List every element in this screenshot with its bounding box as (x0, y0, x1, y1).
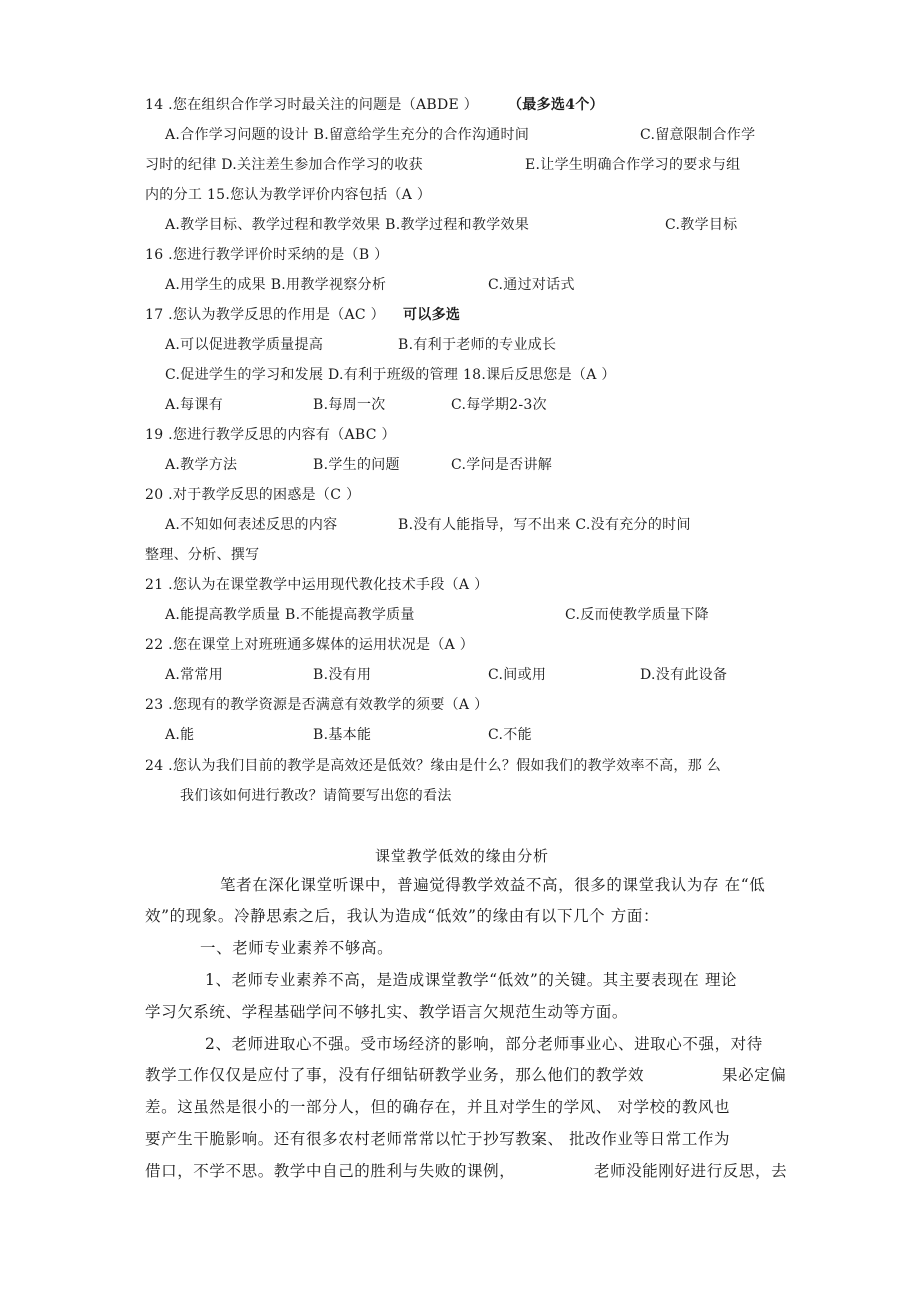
q15-line-seg-1: 内的分工 15.您认为教学评价内容包括（A ） (145, 187, 432, 203)
q23-options-seg-2: B.基本能 (313, 727, 372, 743)
para-1-line-2-seg-1: 效”的现象。冷静思索之后，我认为造成“低效”的缘由有以下几个 方面： (145, 907, 660, 925)
para-3-line-5-seg-1: 借口，不学不思。教学中自己的胜利与失败的课例， (145, 1162, 516, 1180)
q18-options-seg-3: C.每学期2-3次 (451, 397, 547, 413)
para-3-line-4-seg-1: 要产生干脆影响。还有很多农村老师常常以忙于抄写教案、 批改作业等日常工作为 (145, 1130, 731, 1148)
q22-options-seg-1: A.常常用 (165, 667, 224, 683)
q20-options-1-seg-1: A.不知如何表述反思的内容 (165, 517, 338, 533)
section-1-heading-seg-1: 一、老师专业素养不够高。 (200, 939, 394, 957)
q22-options-seg-3: C.间或用 (488, 667, 547, 683)
para-2-line-1-seg-1: 1、老师专业素养不高，是造成课堂教学“低效”的关键。其主要表现在 理论 (205, 971, 738, 989)
q21-line-seg-1: 21 .您认为在课堂教学中运用现代教化技术手段（A ） (145, 577, 489, 593)
q23-options-seg-1: A.能 (165, 727, 195, 743)
q14-line-seg-2: （最多选4个） (508, 97, 604, 113)
q24-line-1-seg-1: 24 .您认为我们目前的教学是高效还是低效？缘由是什么？假如我们的教学效率不高，那 么 (145, 758, 722, 774)
q14-options-2-seg-1: 习时的纪律 D.关注差生参加合作学习的收获 (145, 157, 423, 173)
q20-options-2-seg-1: 整理、分析、撰写 (145, 547, 260, 563)
q14-options-1-seg-1: A.合作学习问题的设计 B.留意给学生充分的合作沟通时间 (165, 127, 530, 143)
q17-line-seg-1: 17 .您认为教学反思的作用是（AC ） (145, 307, 385, 323)
q24-line-2-seg-1: 我们该如何进行教改？请简要写出您的看法 (180, 788, 452, 804)
q23-options-seg-3: C.不能 (488, 727, 532, 743)
q17-options-1-seg-1: A.可以促进教学质量提高 (165, 337, 324, 353)
q14-options-2-seg-2: E.让学生明确合作学习的要求与组 (525, 157, 741, 173)
q20-options-1-seg-2: B.没有人能指导，写不出来 C.没有充分的时间 (398, 517, 691, 533)
q17-options-1-seg-2: B.有利于老师的专业成长 (398, 337, 557, 353)
q20-line-seg-1: 20 .对于教学反思的困惑是（C ） (145, 487, 361, 503)
q18-options-seg-1: A.每课有 (165, 397, 224, 413)
q16-line-seg-1: 16 .您进行教学评价时采纳的是（B ） (145, 247, 389, 263)
q22-options-seg-4: D.没有此设备 (640, 667, 728, 683)
q14-options-1-seg-2: C.留意限制合作学 (640, 127, 756, 143)
para-1-line-1-seg-1: 笔者在深化课堂听课中，普遍觉得教学效益不高，很多的课堂我认为存 在“低 (220, 876, 766, 894)
para-3-line-2-seg-2: 果必定偏 (722, 1066, 787, 1084)
para-3-line-5-seg-2: 老师没能刚好进行反思，去 (594, 1162, 788, 1180)
para-2-line-2-seg-1: 学习欠系统、学程基础学问不够扎实、教学语言欠规范生动等方面。 (145, 1003, 629, 1021)
para-3-line-2-seg-1: 教学工作仅仅是应付了事，没有仔细钻研教学业务，那么他们的教学效 (145, 1066, 645, 1084)
q22-line-seg-1: 22 .您在课堂上对班班通多媒体的运用状况是（A ） (145, 637, 475, 653)
q21-options-seg-1: A.能提高教学质量 B.不能提高教学质量 (165, 607, 415, 623)
q22-options-seg-2: B.没有用 (313, 667, 372, 683)
essay-title: 课堂教学低效的缘由分析 (375, 847, 549, 865)
q21-options-seg-2: C.反而使教学质量下降 (565, 607, 709, 623)
q19-options-seg-3: C.学问是否讲解 (451, 457, 553, 473)
para-3-line-1-seg-1: 2、老师进取心不强。受市场经济的影响，部分老师事业心、进取心不强，对待 (205, 1035, 763, 1053)
q18-options-seg-2: B.每周一次 (313, 397, 386, 413)
q15-options-seg-2: C.教学目标 (665, 217, 738, 233)
q19-options-seg-2: B.学生的问题 (313, 457, 400, 473)
q17-line-seg-2: 可以多选 (403, 307, 461, 323)
para-3-line-3-seg-1: 差。这虽然是很小的一部分人，但的确存在，并且对学生的学风、 对学校的教风也 (145, 1098, 731, 1116)
q23-line-seg-1: 23 .您现有的教学资源是否满意有效教学的须要（A ） (145, 697, 489, 713)
q16-options-seg-1: A.用学生的成果 B.用教学视察分析 (165, 277, 387, 293)
q19-options-seg-1: A.教学方法 (165, 457, 238, 473)
q19-line-seg-1: 19 .您进行教学反思的内容有（ABC ） (145, 427, 396, 443)
q14-line-seg-1: 14 .您在组织合作学习时最关注的问题是（ABDE ） (145, 97, 479, 113)
q17-options-2-seg-1: C.促进学生的学习和发展 D.有利于班级的管理 18.课后反思您是（A ） (165, 367, 616, 383)
q16-options-seg-2: C.通过对话式 (488, 277, 575, 293)
q15-options-seg-1: A.教学目标、教学过程和教学效果 B.教学过程和教学效果 (165, 217, 530, 233)
